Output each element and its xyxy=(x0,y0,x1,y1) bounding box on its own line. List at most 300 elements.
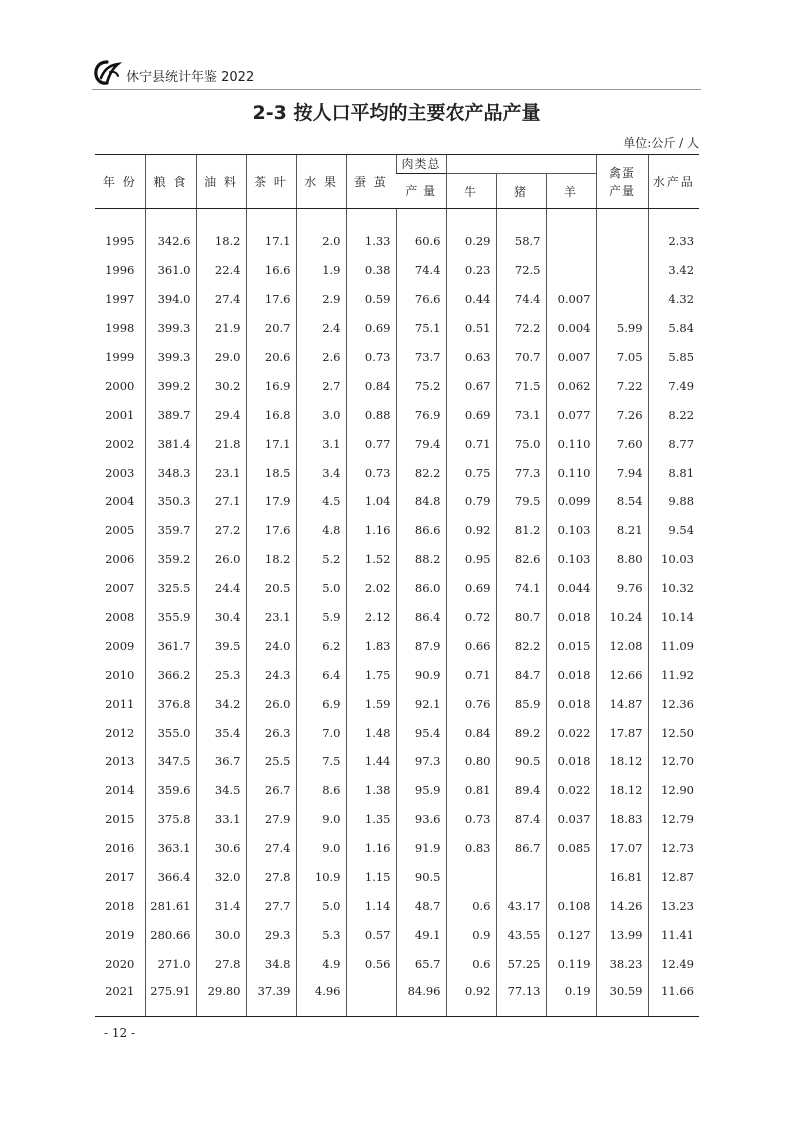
cell-grain: 389.7 xyxy=(145,400,196,429)
cell-oil: 30.2 xyxy=(196,371,246,400)
cell-oil: 32.0 xyxy=(196,863,246,892)
cell-mutton: 0.004 xyxy=(546,314,596,343)
cell-year: 1998 xyxy=(105,321,135,336)
cell-beef: 0.73 xyxy=(446,805,496,834)
cell-aquatic: 8.22 xyxy=(648,400,699,429)
cell-meat: 76.6 xyxy=(396,285,446,314)
cell-grain: 394.0 xyxy=(145,285,196,314)
cell-fruit: 2.4 xyxy=(296,314,346,343)
cell-cocoon xyxy=(346,978,396,1017)
cell-beef: 0.84 xyxy=(446,718,496,747)
cell-beef: 0.44 xyxy=(446,285,496,314)
cell-pork: 57.25 xyxy=(496,949,546,978)
cell-meat: 84.8 xyxy=(396,487,446,516)
cell-fruit: 5.0 xyxy=(296,574,346,603)
cell-cocoon: 0.38 xyxy=(346,256,396,285)
cell-fruit: 9.0 xyxy=(296,805,346,834)
cell-tea: 17.9 xyxy=(246,487,296,516)
cell-beef: 0.83 xyxy=(446,834,496,863)
cell-year: 2016 xyxy=(105,841,135,856)
cell-aquatic: 8.81 xyxy=(648,458,699,487)
cell-fruit: 2.6 xyxy=(296,343,346,372)
cell-mutton: 0.022 xyxy=(546,776,596,805)
cell-oil: 21.8 xyxy=(196,429,246,458)
cell-egg: 5.99 xyxy=(596,314,648,343)
cell-cocoon: 1.14 xyxy=(346,891,396,920)
cell-oil: 29.80 xyxy=(196,978,246,1017)
cell-tea: 20.6 xyxy=(246,343,296,372)
cell-tea: 23.1 xyxy=(246,603,296,632)
agri-products-table xyxy=(95,154,699,1017)
cell-cocoon: 0.88 xyxy=(346,400,396,429)
cell-aquatic: 12.73 xyxy=(648,834,699,863)
cell-mutton xyxy=(546,863,596,892)
cell-mutton: 0.062 xyxy=(546,371,596,400)
cell-mutton: 0.110 xyxy=(546,429,596,458)
cell-aquatic: 9.54 xyxy=(648,516,699,545)
cell-aquatic: 4.32 xyxy=(648,285,699,314)
cell-aquatic: 8.77 xyxy=(648,429,699,458)
cell-meat: 95.4 xyxy=(396,718,446,747)
cell-cocoon: 0.77 xyxy=(346,429,396,458)
cell-aquatic: 5.84 xyxy=(648,314,699,343)
cell-egg: 17.07 xyxy=(596,834,648,863)
cell-year: 2021 xyxy=(95,978,145,1017)
cell-year: 2014 xyxy=(105,783,135,798)
cell-grain: 359.6 xyxy=(145,776,196,805)
cell-egg: 38.23 xyxy=(596,949,648,978)
cell-meat: 48.7 xyxy=(396,891,446,920)
cell-pork: 77.13 xyxy=(496,978,546,1017)
cell-fruit: 2.7 xyxy=(296,371,346,400)
cell-mutton: 0.110 xyxy=(546,458,596,487)
cell-fruit: 4.9 xyxy=(296,949,346,978)
cell-egg: 9.76 xyxy=(596,574,648,603)
cell-egg xyxy=(596,285,648,314)
col-header-meat-sub: 产 量 xyxy=(396,174,446,209)
page-number: - 12 - xyxy=(104,1026,136,1040)
cell-mutton xyxy=(546,227,596,256)
cell-meat: 86.4 xyxy=(396,603,446,632)
cell-pork: 70.7 xyxy=(496,343,546,372)
cell-egg: 7.94 xyxy=(596,458,648,487)
cell-tea: 25.5 xyxy=(246,747,296,776)
cell-oil: 33.1 xyxy=(196,805,246,834)
cell-egg: 14.26 xyxy=(596,891,648,920)
cell-meat: 86.6 xyxy=(396,516,446,545)
cell-aquatic: 10.14 xyxy=(648,603,699,632)
cell-year: 2001 xyxy=(105,407,135,422)
cell-mutton: 0.018 xyxy=(546,747,596,776)
cell-pork: 80.7 xyxy=(496,603,546,632)
cell-beef xyxy=(446,863,496,892)
table-row xyxy=(95,256,699,285)
cell-fruit: 5.9 xyxy=(296,603,346,632)
cell-meat: 60.6 xyxy=(396,227,446,256)
cell-pork: 79.5 xyxy=(496,487,546,516)
cell-beef: 0.69 xyxy=(446,574,496,603)
cell-aquatic: 7.49 xyxy=(648,371,699,400)
cell-grain: 363.1 xyxy=(145,834,196,863)
cell-tea: 16.8 xyxy=(246,400,296,429)
cell-oil: 30.6 xyxy=(196,834,246,863)
header-rule xyxy=(92,89,701,90)
cell-egg: 8.80 xyxy=(596,545,648,574)
cell-beef: 0.79 xyxy=(446,487,496,516)
cell-meat: 84.96 xyxy=(396,978,446,1017)
cell-egg: 12.66 xyxy=(596,660,648,689)
table-row xyxy=(95,660,699,689)
cell-oil: 26.0 xyxy=(196,545,246,574)
col-header-egg-line1: 禽蛋 xyxy=(609,165,636,180)
cell-year: 2011 xyxy=(105,696,135,711)
cell-pork: 90.5 xyxy=(496,747,546,776)
cell-tea: 16.6 xyxy=(246,256,296,285)
cell-oil: 30.0 xyxy=(196,920,246,949)
cell-fruit: 5.3 xyxy=(296,920,346,949)
table-row xyxy=(95,920,699,949)
cell-pork: 89.2 xyxy=(496,718,546,747)
cell-beef: 0.71 xyxy=(446,429,496,458)
table-row xyxy=(95,891,699,920)
col-header-grain: 粮 食 xyxy=(145,155,196,209)
cell-cocoon: 2.12 xyxy=(346,603,396,632)
cell-meat: 49.1 xyxy=(396,920,446,949)
cell-aquatic: 11.09 xyxy=(648,631,699,660)
cell-fruit: 4.96 xyxy=(296,978,346,1017)
cell-meat: 87.9 xyxy=(396,631,446,660)
cell-fruit: 6.2 xyxy=(296,631,346,660)
col-header-pork: 猪 xyxy=(496,174,546,209)
cell-mutton: 0.022 xyxy=(546,718,596,747)
cell-egg: 7.60 xyxy=(596,429,648,458)
cell-year: 1996 xyxy=(105,263,135,278)
cell-mutton: 0.103 xyxy=(546,516,596,545)
cell-oil: 36.7 xyxy=(196,747,246,776)
cell-pork: 75.0 xyxy=(496,429,546,458)
cell-oil: 39.5 xyxy=(196,631,246,660)
table-row xyxy=(95,834,699,863)
table-row xyxy=(95,747,699,776)
cell-egg: 17.87 xyxy=(596,718,648,747)
cell-tea: 24.3 xyxy=(246,660,296,689)
cell-oil: 22.4 xyxy=(196,256,246,285)
table-row xyxy=(95,400,699,429)
cell-mutton: 0.19 xyxy=(546,978,596,1017)
cell-aquatic: 10.03 xyxy=(648,545,699,574)
cell-beef: 0.75 xyxy=(446,458,496,487)
cell-aquatic: 12.70 xyxy=(648,747,699,776)
cell-grain: 366.2 xyxy=(145,660,196,689)
cell-pork: 84.7 xyxy=(496,660,546,689)
cell-grain: 359.7 xyxy=(145,516,196,545)
cell-year: 2008 xyxy=(105,610,135,625)
cell-grain: 355.9 xyxy=(145,603,196,632)
cell-mutton: 0.127 xyxy=(546,920,596,949)
cell-beef: 0.29 xyxy=(446,227,496,256)
cell-meat: 91.9 xyxy=(396,834,446,863)
table-row xyxy=(95,978,699,1017)
cell-mutton: 0.085 xyxy=(546,834,596,863)
cell-pork: 73.1 xyxy=(496,400,546,429)
cell-oil: 34.5 xyxy=(196,776,246,805)
cell-tea: 18.2 xyxy=(246,545,296,574)
cell-beef: 0.9 xyxy=(446,920,496,949)
cell-meat: 95.9 xyxy=(396,776,446,805)
cell-fruit: 2.9 xyxy=(296,285,346,314)
table-row xyxy=(95,314,699,343)
cell-beef: 0.66 xyxy=(446,631,496,660)
cell-cocoon: 1.35 xyxy=(346,805,396,834)
cell-meat: 76.9 xyxy=(396,400,446,429)
cell-grain: 281.61 xyxy=(145,891,196,920)
table-row xyxy=(95,285,699,314)
cell-cocoon: 1.75 xyxy=(346,660,396,689)
cell-oil: 27.1 xyxy=(196,487,246,516)
cell-tea: 27.8 xyxy=(246,863,296,892)
cell-egg: 10.24 xyxy=(596,603,648,632)
cell-pork xyxy=(496,863,546,892)
cell-grain: 381.4 xyxy=(145,429,196,458)
col-header-mutton: 羊 xyxy=(546,174,596,209)
cell-beef: 0.6 xyxy=(446,949,496,978)
cell-fruit: 4.8 xyxy=(296,516,346,545)
cell-meat: 92.1 xyxy=(396,689,446,718)
cell-meat: 90.9 xyxy=(396,660,446,689)
cell-beef: 0.95 xyxy=(446,545,496,574)
cell-fruit: 8.6 xyxy=(296,776,346,805)
cell-beef: 0.72 xyxy=(446,603,496,632)
cell-cocoon: 1.52 xyxy=(346,545,396,574)
cell-grain: 280.66 xyxy=(145,920,196,949)
cell-year: 2000 xyxy=(105,378,135,393)
cell-aquatic: 12.36 xyxy=(648,689,699,718)
cell-egg: 18.12 xyxy=(596,776,648,805)
col-header-meat-group xyxy=(446,155,596,174)
table-spacer-row xyxy=(95,209,699,228)
table-row xyxy=(95,371,699,400)
cell-grain: 399.3 xyxy=(145,343,196,372)
cell-cocoon: 1.16 xyxy=(346,834,396,863)
cell-pork: 71.5 xyxy=(496,371,546,400)
cell-year: 2003 xyxy=(105,465,135,480)
cell-oil: 27.2 xyxy=(196,516,246,545)
cell-grain: 275.91 xyxy=(145,978,196,1017)
cell-meat: 74.4 xyxy=(396,256,446,285)
col-header-tea: 茶 叶 xyxy=(246,155,296,209)
cell-tea: 34.8 xyxy=(246,949,296,978)
cell-egg xyxy=(596,256,648,285)
col-header-year: 年 份 xyxy=(95,155,145,209)
cell-fruit: 7.0 xyxy=(296,718,346,747)
cell-tea: 16.9 xyxy=(246,371,296,400)
cell-oil: 27.4 xyxy=(196,285,246,314)
table-row xyxy=(95,227,699,256)
cell-egg: 13.99 xyxy=(596,920,648,949)
cell-fruit: 4.5 xyxy=(296,487,346,516)
cell-year: 1999 xyxy=(105,350,135,364)
cell-cocoon: 1.83 xyxy=(346,631,396,660)
col-header-egg xyxy=(596,155,648,209)
table-row xyxy=(95,631,699,660)
cell-beef: 0.76 xyxy=(446,689,496,718)
cell-pork: 82.6 xyxy=(496,545,546,574)
col-header-aquatic: 水产品 xyxy=(648,155,699,209)
cell-beef: 0.92 xyxy=(446,978,496,1017)
cell-fruit: 3.4 xyxy=(296,458,346,487)
cell-egg: 12.08 xyxy=(596,631,648,660)
table-row xyxy=(95,603,699,632)
cell-pork: 72.2 xyxy=(496,314,546,343)
cell-year: 2018 xyxy=(105,898,135,913)
cell-pork: 86.7 xyxy=(496,834,546,863)
cell-tea: 20.7 xyxy=(246,314,296,343)
cell-tea: 17.1 xyxy=(246,429,296,458)
cell-beef: 0.81 xyxy=(446,776,496,805)
unit-label: 单位:公斤 / 人 xyxy=(623,136,699,150)
table-row xyxy=(95,516,699,545)
cell-pork: 58.7 xyxy=(496,227,546,256)
cell-mutton: 0.018 xyxy=(546,603,596,632)
cell-fruit: 10.9 xyxy=(296,863,346,892)
cell-egg xyxy=(596,227,648,256)
cell-tea: 20.5 xyxy=(246,574,296,603)
cell-mutton: 0.015 xyxy=(546,631,596,660)
cell-mutton: 0.018 xyxy=(546,689,596,718)
cell-beef: 0.67 xyxy=(446,371,496,400)
cell-oil: 29.0 xyxy=(196,343,246,372)
cell-grain: 361.0 xyxy=(145,256,196,285)
cell-meat: 65.7 xyxy=(396,949,446,978)
cell-fruit: 1.9 xyxy=(296,256,346,285)
cell-year: 2013 xyxy=(105,754,135,769)
cell-egg: 7.05 xyxy=(596,343,648,372)
cell-year: 2002 xyxy=(105,436,135,451)
cell-mutton: 0.077 xyxy=(546,400,596,429)
cell-oil: 25.3 xyxy=(196,660,246,689)
cell-mutton xyxy=(546,256,596,285)
cell-pork: 74.4 xyxy=(496,285,546,314)
cell-oil: 30.4 xyxy=(196,603,246,632)
cell-cocoon: 0.56 xyxy=(346,949,396,978)
cell-tea: 27.4 xyxy=(246,834,296,863)
cell-pork: 77.3 xyxy=(496,458,546,487)
table-row xyxy=(95,429,699,458)
cell-year: 2020 xyxy=(105,956,135,971)
cell-beef: 0.51 xyxy=(446,314,496,343)
cell-cocoon: 1.04 xyxy=(346,487,396,516)
cell-tea: 29.3 xyxy=(246,920,296,949)
col-header-meat-line1: 肉类总 xyxy=(401,157,441,171)
cell-egg: 18.12 xyxy=(596,747,648,776)
table-row xyxy=(95,545,699,574)
cell-tea: 26.3 xyxy=(246,718,296,747)
yearbook-title: 休宁县统计年鉴 2022 xyxy=(126,70,255,85)
cell-beef: 0.80 xyxy=(446,747,496,776)
cell-grain: 271.0 xyxy=(145,949,196,978)
cell-egg: 8.54 xyxy=(596,487,648,516)
cell-oil: 35.4 xyxy=(196,718,246,747)
cell-aquatic: 9.88 xyxy=(648,487,699,516)
cell-grain: 366.4 xyxy=(145,863,196,892)
cell-egg: 7.26 xyxy=(596,400,648,429)
table-row xyxy=(95,949,699,978)
table-row xyxy=(95,458,699,487)
cell-mutton: 0.099 xyxy=(546,487,596,516)
cell-tea: 17.6 xyxy=(246,516,296,545)
cell-aquatic: 12.49 xyxy=(648,949,699,978)
cell-beef: 0.71 xyxy=(446,660,496,689)
cell-beef: 0.23 xyxy=(446,256,496,285)
cell-grain: 399.3 xyxy=(145,314,196,343)
cell-year: 1995 xyxy=(105,234,135,249)
cell-pork: 82.2 xyxy=(496,631,546,660)
cell-grain: 347.5 xyxy=(145,747,196,776)
col-header-meat xyxy=(396,155,446,174)
cell-cocoon: 1.38 xyxy=(346,776,396,805)
cell-meat: 86.0 xyxy=(396,574,446,603)
cell-cocoon: 1.16 xyxy=(346,516,396,545)
table-row xyxy=(95,487,699,516)
cell-beef: 0.69 xyxy=(446,400,496,429)
cell-tea: 18.5 xyxy=(246,458,296,487)
cell-grain: 348.3 xyxy=(145,458,196,487)
cell-pork: 85.9 xyxy=(496,689,546,718)
cell-year: 2007 xyxy=(105,581,135,596)
cell-beef: 0.92 xyxy=(446,516,496,545)
cell-oil: 24.4 xyxy=(196,574,246,603)
cell-oil: 23.1 xyxy=(196,458,246,487)
cell-pork: 72.5 xyxy=(496,256,546,285)
cell-pork: 89.4 xyxy=(496,776,546,805)
cell-oil: 27.8 xyxy=(196,949,246,978)
cell-mutton: 0.044 xyxy=(546,574,596,603)
cell-meat: 82.2 xyxy=(396,458,446,487)
cell-meat: 97.3 xyxy=(396,747,446,776)
cell-fruit: 2.0 xyxy=(296,227,346,256)
cell-grain: 325.5 xyxy=(145,574,196,603)
cell-grain: 399.2 xyxy=(145,371,196,400)
cell-tea: 17.6 xyxy=(246,285,296,314)
cell-tea: 26.0 xyxy=(246,689,296,718)
cell-cocoon: 1.44 xyxy=(346,747,396,776)
cell-pork: 87.4 xyxy=(496,805,546,834)
cell-aquatic: 10.32 xyxy=(648,574,699,603)
cell-aquatic: 2.33 xyxy=(648,227,699,256)
cell-mutton: 0.007 xyxy=(546,343,596,372)
cell-tea: 27.9 xyxy=(246,805,296,834)
cell-mutton: 0.018 xyxy=(546,660,596,689)
yearbook-logo-icon xyxy=(92,58,122,88)
cell-cocoon: 0.84 xyxy=(346,371,396,400)
table-title: 2-3 按人口平均的主要农产品产量 xyxy=(252,102,541,124)
cell-year: 2005 xyxy=(105,523,135,538)
cell-fruit: 5.2 xyxy=(296,545,346,574)
col-header-cocoon: 蚕 茧 xyxy=(346,155,396,209)
cell-egg: 7.22 xyxy=(596,371,648,400)
cell-year: 2004 xyxy=(105,494,135,509)
cell-meat: 75.1 xyxy=(396,314,446,343)
cell-fruit: 6.4 xyxy=(296,660,346,689)
col-header-beef: 牛 xyxy=(446,174,496,209)
cell-pork: 74.1 xyxy=(496,574,546,603)
cell-grain: 375.8 xyxy=(145,805,196,834)
table-row xyxy=(95,805,699,834)
cell-cocoon: 1.33 xyxy=(346,227,396,256)
cell-cocoon: 2.02 xyxy=(346,574,396,603)
cell-aquatic: 13.23 xyxy=(648,891,699,920)
cell-mutton: 0.108 xyxy=(546,891,596,920)
